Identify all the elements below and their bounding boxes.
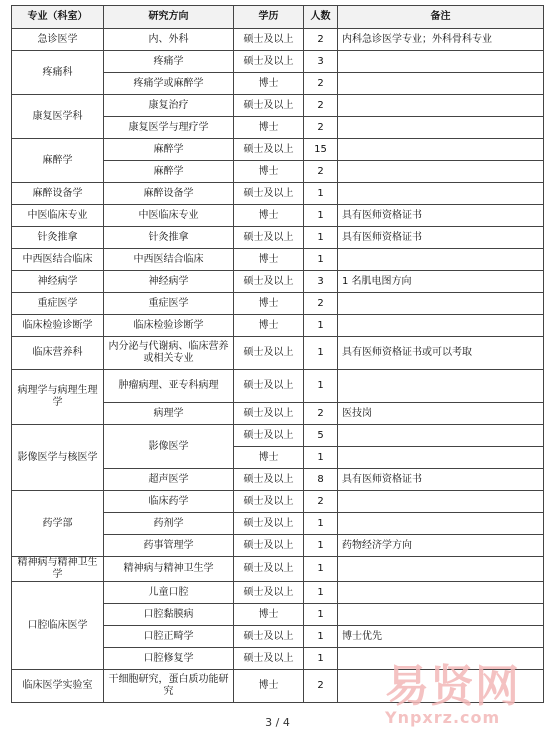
header-dept: 专业（科室）: [12, 6, 104, 29]
table-row: [12, 315, 544, 337]
count-cell: 5: [304, 425, 338, 447]
header-notes: 备注: [338, 6, 544, 29]
watermark-text: 易贤网: [385, 661, 520, 712]
notes-cell: [338, 73, 544, 95]
notes-cell: [338, 582, 544, 604]
degree-cell: 硕士及以上: [234, 491, 304, 513]
count-cell: 2: [304, 293, 338, 315]
dept-cell: 口腔临床医学: [12, 582, 104, 670]
degree-cell: 硕士及以上: [234, 425, 304, 447]
table-row: [12, 227, 544, 249]
degree-cell: 硕士及以上: [234, 227, 304, 249]
direction-cell: 影像医学: [104, 425, 234, 469]
table-row: [12, 183, 544, 205]
direction-cell: 儿童口腔: [104, 582, 234, 604]
dept-cell: 临床营养科: [12, 337, 104, 370]
degree-cell: 博士: [234, 293, 304, 315]
degree-cell: 硕士及以上: [234, 370, 304, 403]
degree-cell: 博士: [234, 73, 304, 95]
direction-cell: 针灸推拿: [104, 227, 234, 249]
notes-cell: [338, 604, 544, 626]
degree-cell: 博士: [234, 249, 304, 271]
notes-cell: [338, 370, 544, 403]
notes-cell: [338, 447, 544, 469]
degree-cell: 硕士及以上: [234, 29, 304, 51]
table-row: [12, 249, 544, 271]
degree-cell: 硕士及以上: [234, 557, 304, 582]
watermark-url: Ynpxrz.com: [385, 708, 501, 727]
count-cell: 1: [304, 557, 338, 582]
direction-cell: 康复治疗: [104, 95, 234, 117]
direction-cell: 精神病与精神卫生学: [104, 557, 234, 582]
count-cell: 1: [304, 513, 338, 535]
degree-cell: 硕士及以上: [234, 535, 304, 557]
count-cell: 2: [304, 670, 338, 703]
direction-cell: 病理学: [104, 403, 234, 425]
notes-cell: [338, 293, 544, 315]
direction-cell: 超声医学: [104, 469, 234, 491]
recruitment-table: [11, 5, 544, 703]
count-cell: 1: [304, 249, 338, 271]
dept-cell: 康复医学科: [12, 95, 104, 139]
notes-cell: [338, 513, 544, 535]
notes-cell: [338, 139, 544, 161]
table-row: [12, 425, 544, 447]
direction-cell: 口腔黏膜病: [104, 604, 234, 626]
header-row: [12, 6, 544, 29]
count-cell: 1: [304, 626, 338, 648]
table-row: [12, 491, 544, 513]
count-cell: 2: [304, 403, 338, 425]
count-cell: 8: [304, 469, 338, 491]
table-row: [12, 139, 544, 161]
degree-cell: 硕士及以上: [234, 626, 304, 648]
table-row: [12, 582, 544, 604]
direction-cell: 中医临床专业: [104, 205, 234, 227]
notes-cell: [338, 315, 544, 337]
degree-cell: 硕士及以上: [234, 183, 304, 205]
direction-cell: 内、外科: [104, 29, 234, 51]
dept-cell: 精神病与精神卫生学: [12, 557, 104, 582]
table-row: [12, 29, 544, 51]
degree-cell: 硕士及以上: [234, 51, 304, 73]
degree-cell: 硕士及以上: [234, 582, 304, 604]
table-row: [12, 293, 544, 315]
count-cell: 2: [304, 29, 338, 51]
notes-cell: 具有医师资格证书: [338, 469, 544, 491]
count-cell: 1: [304, 535, 338, 557]
notes-cell: 内科急诊医学专业；外科骨科专业: [338, 29, 544, 51]
page-number: 3 / 4: [265, 716, 290, 729]
dept-cell: 病理学与病理生理学: [12, 370, 104, 425]
notes-cell: [338, 557, 544, 582]
degree-cell: 博士: [234, 161, 304, 183]
degree-cell: 博士: [234, 117, 304, 139]
direction-cell: 口腔正畸学: [104, 626, 234, 648]
direction-cell: 康复医学与理疗学: [104, 117, 234, 139]
notes-cell: [338, 425, 544, 447]
count-cell: 3: [304, 271, 338, 293]
count-cell: 1: [304, 648, 338, 670]
direction-cell: 药剂学: [104, 513, 234, 535]
direction-cell: 麻醉学: [104, 139, 234, 161]
count-cell: 2: [304, 95, 338, 117]
dept-cell: 药学部: [12, 491, 104, 557]
direction-cell: 神经病学: [104, 271, 234, 293]
dept-cell: 麻醉设备学: [12, 183, 104, 205]
dept-cell: 中西医结合临床: [12, 249, 104, 271]
dept-cell: 针灸推拿: [12, 227, 104, 249]
dept-cell: 影像医学与核医学: [12, 425, 104, 491]
count-cell: 1: [304, 447, 338, 469]
degree-cell: 博士: [234, 447, 304, 469]
dept-cell: 疼痛科: [12, 51, 104, 95]
count-cell: 1: [304, 337, 338, 370]
degree-cell: 硕士及以上: [234, 95, 304, 117]
watermark-logo: [385, 650, 550, 725]
direction-cell: 干细胞研究，蛋白质功能研究: [104, 670, 234, 703]
notes-cell: [338, 491, 544, 513]
dept-cell: 中医临床专业: [12, 205, 104, 227]
direction-cell: 疼痛学或麻醉学: [104, 73, 234, 95]
degree-cell: 博士: [234, 205, 304, 227]
degree-cell: 硕士及以上: [234, 271, 304, 293]
notes-cell: 具有医师资格证书或可以考取: [338, 337, 544, 370]
dept-cell: 麻醉学: [12, 139, 104, 183]
count-cell: 1: [304, 604, 338, 626]
notes-cell: 医技岗: [338, 403, 544, 425]
degree-cell: 硕士及以上: [234, 469, 304, 491]
notes-cell: 具有医师资格证书: [338, 205, 544, 227]
table-row: [12, 337, 544, 370]
count-cell: 3: [304, 51, 338, 73]
degree-cell: 博士: [234, 670, 304, 703]
count-cell: 2: [304, 491, 338, 513]
notes-cell: 药物经济学方向: [338, 535, 544, 557]
table-row: [12, 271, 544, 293]
direction-cell: 口腔修复学: [104, 648, 234, 670]
table-row: [12, 95, 544, 117]
count-cell: 2: [304, 161, 338, 183]
degree-cell: 硕士及以上: [234, 139, 304, 161]
count-cell: 2: [304, 73, 338, 95]
direction-cell: 药事管理学: [104, 535, 234, 557]
direction-cell: 中西医结合临床: [104, 249, 234, 271]
direction-cell: 疼痛学: [104, 51, 234, 73]
dept-cell: 临床医学实验室: [12, 670, 104, 703]
notes-cell: [338, 117, 544, 139]
table-header: [12, 6, 544, 29]
direction-cell: 临床检验诊断学: [104, 315, 234, 337]
notes-cell: [338, 95, 544, 117]
direction-cell: 麻醉设备学: [104, 183, 234, 205]
notes-cell: 1 名肌电图方向: [338, 271, 544, 293]
count-cell: 1: [304, 582, 338, 604]
dept-cell: 急诊医学: [12, 29, 104, 51]
header-degree: 学历: [234, 6, 304, 29]
count-cell: 2: [304, 117, 338, 139]
notes-cell: 博士优先: [338, 626, 544, 648]
table-row: [12, 51, 544, 73]
count-cell: 1: [304, 205, 338, 227]
dept-cell: 临床检验诊断学: [12, 315, 104, 337]
header-count: 人数: [304, 6, 338, 29]
table-row: [12, 205, 544, 227]
table-row: [12, 370, 544, 403]
count-cell: 15: [304, 139, 338, 161]
notes-cell: 具有医师资格证书: [338, 227, 544, 249]
direction-cell: 麻醉学: [104, 161, 234, 183]
table-body: [12, 29, 544, 703]
direction-cell: 重症医学: [104, 293, 234, 315]
degree-cell: 硕士及以上: [234, 513, 304, 535]
degree-cell: 硕士及以上: [234, 648, 304, 670]
degree-cell: 博士: [234, 604, 304, 626]
direction-cell: 临床药学: [104, 491, 234, 513]
notes-cell: [338, 249, 544, 271]
count-cell: 1: [304, 370, 338, 403]
dept-cell: 重症医学: [12, 293, 104, 315]
degree-cell: 博士: [234, 315, 304, 337]
dept-cell: 神经病学: [12, 271, 104, 293]
count-cell: 1: [304, 183, 338, 205]
degree-cell: 硕士及以上: [234, 337, 304, 370]
notes-cell: [338, 183, 544, 205]
notes-cell: [338, 161, 544, 183]
direction-cell: 肿瘤病理、亚专科病理: [104, 370, 234, 403]
count-cell: 1: [304, 227, 338, 249]
degree-cell: 硕士及以上: [234, 403, 304, 425]
table-row: [12, 557, 544, 582]
direction-cell: 内分泌与代谢病、临床营养或相关专业: [104, 337, 234, 370]
count-cell: 1: [304, 315, 338, 337]
notes-cell: [338, 51, 544, 73]
header-direction: 研究方向: [104, 6, 234, 29]
